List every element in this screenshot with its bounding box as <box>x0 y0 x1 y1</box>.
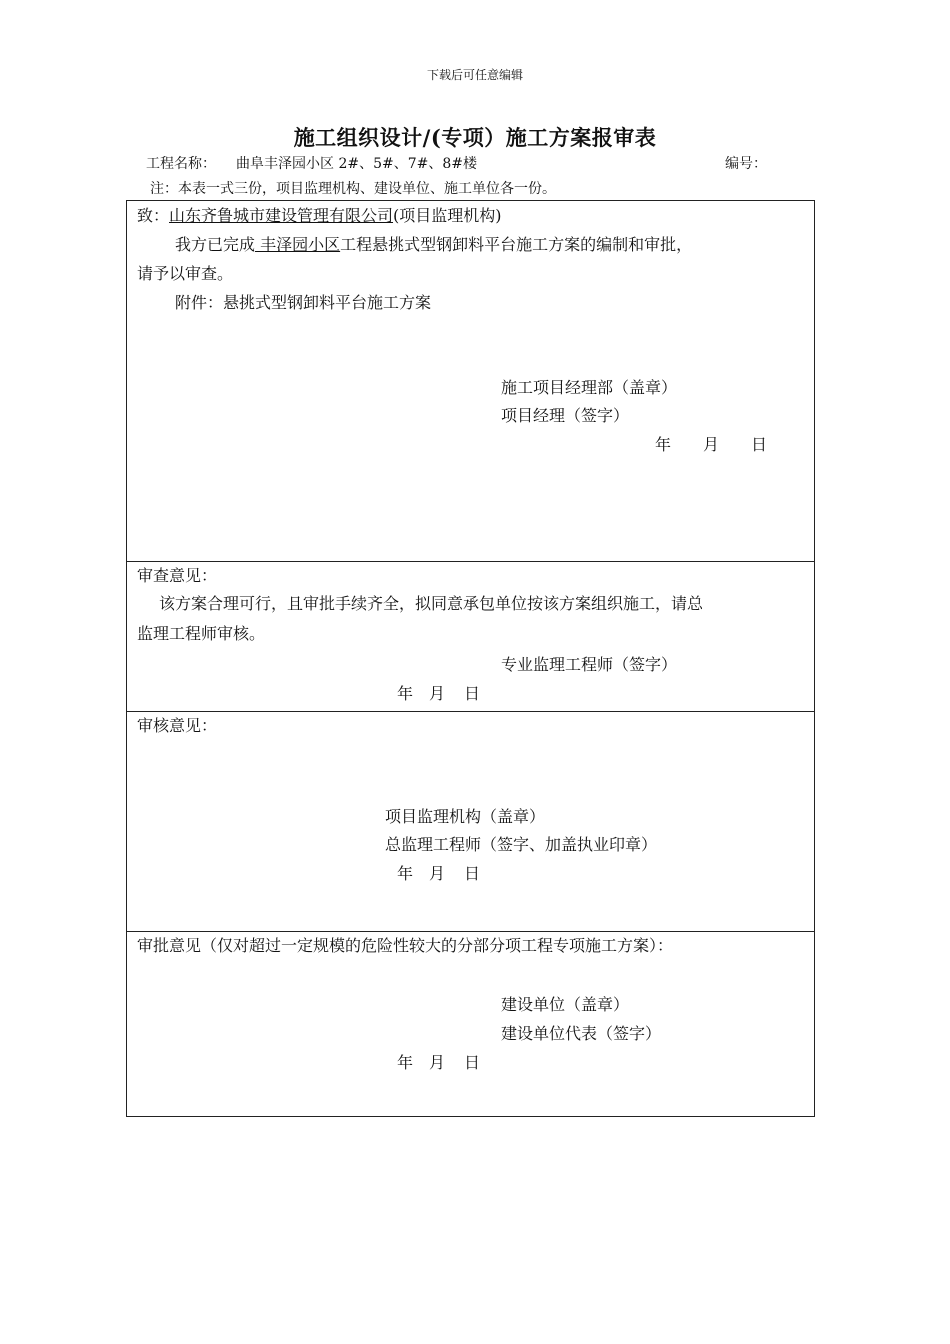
addressee-suffix: (项目监理机构) <box>393 206 502 225</box>
date-month: 月 <box>429 1053 446 1072</box>
specialist-engineer-signature: 专业监理工程师（签字） <box>501 655 678 674</box>
addressee-prefix: 致： <box>137 206 170 225</box>
supervision-org-seal: 项目监理机构（盖章） <box>385 807 546 826</box>
date-year: 年 <box>397 1053 414 1072</box>
review-heading: 审查意见： <box>137 566 218 585</box>
review-opinion-line1: 该方案合理可行，且审批手续齐全，拟同意承包单位按该方案组织施工，请总 <box>159 594 704 613</box>
form-title: 施工组织设计/(专项）施工方案报审表 <box>293 125 657 150</box>
owner-seal: 建设单位（盖章） <box>501 995 630 1014</box>
date-year: 年 <box>397 684 414 703</box>
date-month: 月 <box>429 864 446 883</box>
submission-project: 丰泽园小区 <box>255 235 341 254</box>
project-manager-signature: 项目经理（签字） <box>501 406 630 425</box>
date-day: 日 <box>464 864 481 883</box>
section-divider <box>127 711 814 712</box>
serial-number-label: 编号： <box>725 156 767 172</box>
date-day: 日 <box>751 435 768 454</box>
date-day: 日 <box>464 1053 481 1072</box>
audit-heading: 审核意见： <box>137 716 218 735</box>
date-month: 月 <box>429 684 446 703</box>
submission-rest: 工程悬挑式型钢卸料平台施工方案的编制和审批， <box>340 235 693 254</box>
download-note: 下载后可任意编辑 <box>426 68 523 82</box>
section-divider <box>127 931 814 932</box>
section-divider <box>127 561 814 562</box>
review-opinion-line2: 监理工程师审核。 <box>137 624 266 643</box>
project-name-value: 曲阜丰泽园小区 2#、5#、7#、8#楼 <box>236 156 478 172</box>
date-year: 年 <box>397 864 414 883</box>
submission-prefix: 我方已完成 <box>175 235 256 254</box>
submission-paragraph-line2: 请予以审查。 <box>137 264 234 283</box>
date-day: 日 <box>464 684 481 703</box>
contractor-dept-seal: 施工项目经理部（盖章） <box>501 378 678 397</box>
chief-engineer-signature: 总监理工程师（签字、加盖执业印章） <box>385 835 658 854</box>
date-year: 年 <box>655 435 672 454</box>
attachment-line: 附件：悬挑式型钢卸料平台施工方案 <box>175 293 432 312</box>
copies-note: 注：本表一式三份，项目监理机构、建设单位、施工单位各一份。 <box>150 181 556 197</box>
approval-form-table <box>126 200 815 1117</box>
owner-representative-signature: 建设单位代表（签字） <box>501 1024 662 1043</box>
addressee-org: 山东齐鲁城市建设管理有限公司 <box>169 206 394 225</box>
date-month: 月 <box>703 435 720 454</box>
approval-heading: 审批意见（仅对超过一定规模的危险性较大的分部分项工程专项施工方案）： <box>137 936 674 955</box>
addressee-line <box>137 203 502 226</box>
project-name-label: 工程名称： <box>146 156 216 172</box>
submission-paragraph-line1 <box>175 232 692 255</box>
